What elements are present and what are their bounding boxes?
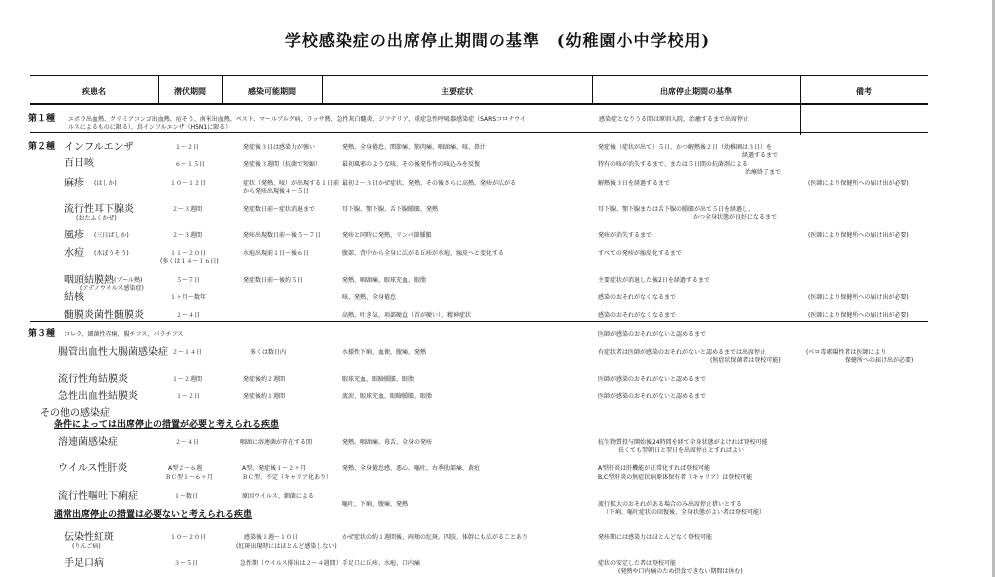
criteria: 発症後（症状が出て）５日、かつ解熱後２日（幼稚園は３日）を xyxy=(598,144,773,151)
incubation: ２～３週間 xyxy=(172,232,203,239)
symptoms: 嘔吐、下痢、腹痛、発熱 xyxy=(342,501,409,508)
disease-name: 手足口病 xyxy=(64,558,104,569)
disease-name: 腸管出血性大腸菌感染症 xyxy=(58,347,168,358)
disease-alias: (水ぼうそう) xyxy=(94,250,129,257)
disease-name: 結核 xyxy=(64,292,84,303)
symptoms: 咳、発熱、全身倦怠 xyxy=(342,294,397,301)
infectious-period: 多くは数日内 xyxy=(250,349,287,356)
symptoms: 腹部、背中から全身に広がる丘疹が水疱、痂皮へと変化する xyxy=(342,250,505,257)
header-notes: 備考 xyxy=(856,87,872,96)
symptoms: 高熱、吐き気、項部硬直（首が硬い）、精神症状 xyxy=(342,312,472,319)
infectious-period: 発症後３日は感染力が強い xyxy=(243,144,316,151)
incubation: ６～１５日 xyxy=(175,161,206,168)
disease-name: 麻疹 xyxy=(64,178,84,189)
header-incubation: 潜伏期間 xyxy=(174,87,206,96)
header-criteria: 出席停止期間の基準 xyxy=(660,87,732,96)
cat3-label: 第３種 xyxy=(28,329,56,339)
infectious-period-cont: (紅斑出現時にはほとんど感染しない) xyxy=(236,543,337,550)
note: (医師により保健所への届け出が必要) xyxy=(808,312,909,319)
incubation: ３～５日 xyxy=(174,560,199,567)
infectious-period: 感染後１週～１０日 xyxy=(244,534,299,541)
infectious-period: 水疱出現前１日～後６日 xyxy=(243,250,310,257)
disease-name: 伝染性紅斑 xyxy=(64,532,114,543)
cat2-bottom-rule xyxy=(30,321,928,322)
infectious-period: 原因ウイルス、細菌による xyxy=(242,493,314,500)
note: (医師により保健所への届け出が必要) xyxy=(808,294,909,301)
cat3-criteria: 医師が感染のおそれがないと認めるまで xyxy=(598,331,707,338)
criteria: 特有の咳が消失するまで、または５日間の抗菌剤による xyxy=(598,161,748,168)
disease-name: 咽頭結膜熱 xyxy=(64,275,114,286)
disease-alias: (プール熱) xyxy=(114,277,143,284)
header-bottom-rule xyxy=(30,103,928,105)
criteria: すべての発疹が痂皮化するまで xyxy=(598,250,682,257)
note: (医師により保健所への届け出が必要) xyxy=(808,180,909,187)
disease-name: 急性出血性結膜炎 xyxy=(58,391,138,402)
incubation: A型２～６週 xyxy=(168,465,203,472)
header-infectious-period: 感染可能期間 xyxy=(248,87,296,96)
infectious-period: 発症後約２週間 xyxy=(243,376,286,383)
disease-name: 流行性嘔吐下痢症 xyxy=(58,491,138,502)
criteria: 症状の安定した者は登校可能 xyxy=(598,560,677,567)
symptoms: 発疹と同時に発熱、リンパ節腫脹 xyxy=(342,232,432,239)
criteria: 解熱後３日を経過するまで xyxy=(598,180,671,187)
symptoms: 発熱、咽頭痛、眼球充血、眼脂 xyxy=(342,277,427,284)
symptoms: 最初風邪のような咳、その後発作性の咳込みを反復 xyxy=(342,161,481,168)
header-symptoms: 主要症状 xyxy=(441,87,473,96)
table-top-rule xyxy=(30,75,928,76)
incubation: １～２日 xyxy=(176,393,201,400)
criteria-cont: （下痢、嘔吐症状の回復後、全身状態がよい者は登校可能） xyxy=(603,509,766,516)
cat3-diseases: コレラ、細菌性赤痢、腸チフス、パラチフス xyxy=(64,331,184,338)
disease-name: 流行性角結膜炎 xyxy=(58,374,128,385)
criteria: 有症状者は医師が感染のおそれがないと認めるまでは出席停止 xyxy=(598,349,767,356)
note: (ベロ毒素陽性者は医師により xyxy=(806,349,887,356)
criteria: 流行拡大のおそれがある場合のみ出席停止措いとする xyxy=(598,501,743,508)
infectious-period: 症状（発熱、咳）が出現する１日前 xyxy=(243,180,340,187)
cat1-bottom-rule xyxy=(30,132,928,133)
symptoms: 最初２～３日かぜ症状、発熱、その後さらに高熱、発疹が広がる xyxy=(342,180,517,187)
disease-name: 風疹 xyxy=(64,230,84,241)
infectious-period: 急性期（ウイルス排出は２～４週間） xyxy=(240,560,342,567)
criteria-cont: 長くても翌朝日と翌日を出席停止とすればよい xyxy=(618,447,745,454)
incubation: １１～２０日 xyxy=(170,250,207,257)
incubation: ２～４日 xyxy=(176,312,201,319)
criteria: 感染のおそれがなくなるまで xyxy=(598,312,677,319)
symptoms: 耳下腺、顎下腺、舌下腺腫脹、発熱 xyxy=(342,206,439,213)
symptoms: 水様性下痢、血便、腹痛、発熱 xyxy=(342,349,427,356)
criteria-cont: かつ全身状態が良好になるまで xyxy=(693,214,778,221)
infectious-period-cont: から発疹出現後４～５日 xyxy=(243,188,310,195)
incubation: １～２週間 xyxy=(172,376,203,383)
criteria-cont: (無症状保菌者は登校可能) xyxy=(710,357,781,364)
note-cont: 保健所への届け出が必要) xyxy=(845,357,914,364)
infectious-period-cont: ＢＣ型、不定（キャリア化あり） xyxy=(242,474,333,481)
infectious-period: 発症後約１週間 xyxy=(243,393,286,400)
disease-alias: (りんご病) xyxy=(72,543,101,550)
conditional-section-label: 条件によっては出席停止の措置が必要と考えられる疾患 xyxy=(54,420,280,430)
disease-alias: (はしか) xyxy=(94,180,117,187)
infectious-period: 発疹出現数日前～後５～７日 xyxy=(243,232,322,239)
infectious-period: 発症数日前～症状消退まで xyxy=(243,206,316,213)
infectious-period: 発症後３週間（抗菌で短縮） xyxy=(243,161,322,168)
cat1-diseases-line1: エボラ出血熱、クリミアコンゴ出血熱、痘そう、南米出血熱、ペスト、マールブルグ病、ラッサ熱、急性灰白髄炎、ジフテリア、重症急性呼吸器感染症（SARSコロナウイ xyxy=(68,116,526,123)
criteria: 耳下腺、顎下腺または舌下腺の腫脹が出て５日を経過し、 xyxy=(598,206,755,213)
disease-alias-2: (アデノウイルス感染症) xyxy=(80,285,144,292)
no-suspension-section-label: 通常出席停止の措置は必要ないと考えられる疾患 xyxy=(54,510,253,520)
criteria: 発疹が消失するまで xyxy=(598,232,653,239)
criteria: A型肝炎は肝機能が正常化すれば登校可能 xyxy=(598,465,711,472)
col-divider xyxy=(800,75,801,135)
criteria-cont: 治療終了まで xyxy=(745,169,782,176)
note: (医師により保健所への届け出が必要) xyxy=(808,232,909,239)
cat1-diseases-line2: ルスによるものに限る）、鳥インフルエンザ（H5N1に限る） xyxy=(68,124,232,131)
disease-name: 流行性耳下腺炎 xyxy=(64,204,134,215)
incubation: ２～４日 xyxy=(175,439,200,446)
criteria-cont: B,C型肝炎の無症状病原体保有者（キャリア）は登校可能 xyxy=(598,474,753,481)
symptoms: 発熱、全身倦怠、関節痛、筋肉痛、咽頭痛、咳、鼻汁 xyxy=(342,144,487,151)
criteria: 抗生物質投与開始後24時間を経て全身状態がよければ登校可能 xyxy=(598,439,768,446)
criteria-cont: 経過するまで xyxy=(742,152,779,159)
incubation: １～２日 xyxy=(175,144,200,151)
criteria: 医師が感染のおそれがないと認めるまで xyxy=(598,376,707,383)
incubation: １ヶ月～数年 xyxy=(170,294,207,301)
disease-name: インフルエンザ xyxy=(64,142,134,153)
incubation: １０～２０日 xyxy=(170,534,207,541)
cat1-criteria: 感染症となりうる間は原則入院、治癒するまで出席停止 xyxy=(599,116,750,123)
symptoms: 手足口に丘疹、水疱、口内痛 xyxy=(342,560,421,567)
disease-name: 髄膜炎菌性髄膜炎 xyxy=(64,310,144,321)
other-section-label: その他の感染症 xyxy=(40,408,110,419)
symptoms: 流涙、眼球充血、眼瞼腫脹、眼脂 xyxy=(342,393,433,400)
cat1-label: 第１種 xyxy=(28,114,56,124)
criteria-cont: (発熱や口内痛のため摂食できない期間は休む) xyxy=(618,568,743,575)
disease-name: 百日咳 xyxy=(64,158,94,169)
incubation: ２～１４日 xyxy=(172,349,203,356)
symptoms: かぜ症状の約１週間後、両頬の紅斑。四肢、体幹にも広がることあり xyxy=(342,534,529,541)
incubation: ５～７日 xyxy=(176,277,201,284)
symptoms: 発熱、咽頭痛、苺舌、全身の発疹 xyxy=(342,439,433,446)
disease-alias: (三日ばしか) xyxy=(94,232,129,239)
disease-name: 溶連菌感染症 xyxy=(58,437,118,448)
incubation-cont: ＢＣ型１～６ヶ月 xyxy=(165,474,214,481)
disease-name: 水痘 xyxy=(64,248,84,259)
symptoms: 眼球充血、眼瞼腫脹、眼脂 xyxy=(342,376,415,383)
infectious-period: 咽頭に溶連菌が存在する間 xyxy=(240,439,313,446)
criteria: 主要症状が消退した後2日を経過するまで xyxy=(598,277,710,284)
incubation-cont: (多くは１４～１６日) xyxy=(160,258,219,265)
criteria: 感染のおそれがなくなるまで xyxy=(598,294,677,301)
criteria: 発疹期には感染力はほとんどなく登校可能 xyxy=(598,534,713,541)
disease-alias: (おたふくかぜ) xyxy=(76,215,117,222)
incubation: １～数日 xyxy=(174,493,199,500)
symptoms: 発熱、全身倦怠感、悪心、嘔吐、右季肋部痛、黄疸 xyxy=(342,465,481,472)
page-title: 学校感染症の出席停止期間の基準 (幼稚園小中学校用) xyxy=(284,31,711,50)
disease-name: ウイルス性肝炎 xyxy=(58,463,128,474)
cat2-label: 第２種 xyxy=(28,142,56,152)
infectious-period: 発症数日前～後約５日 xyxy=(243,277,304,284)
incubation: １０～１２日 xyxy=(170,180,207,187)
incubation: ２～３週間 xyxy=(172,206,203,213)
infectious-period: A型、発症後１～２ヶ月 xyxy=(242,465,307,472)
header-disease: 疾患名 xyxy=(82,87,106,96)
criteria: 医師が感染のおそれがないと認めるまで xyxy=(598,393,707,400)
